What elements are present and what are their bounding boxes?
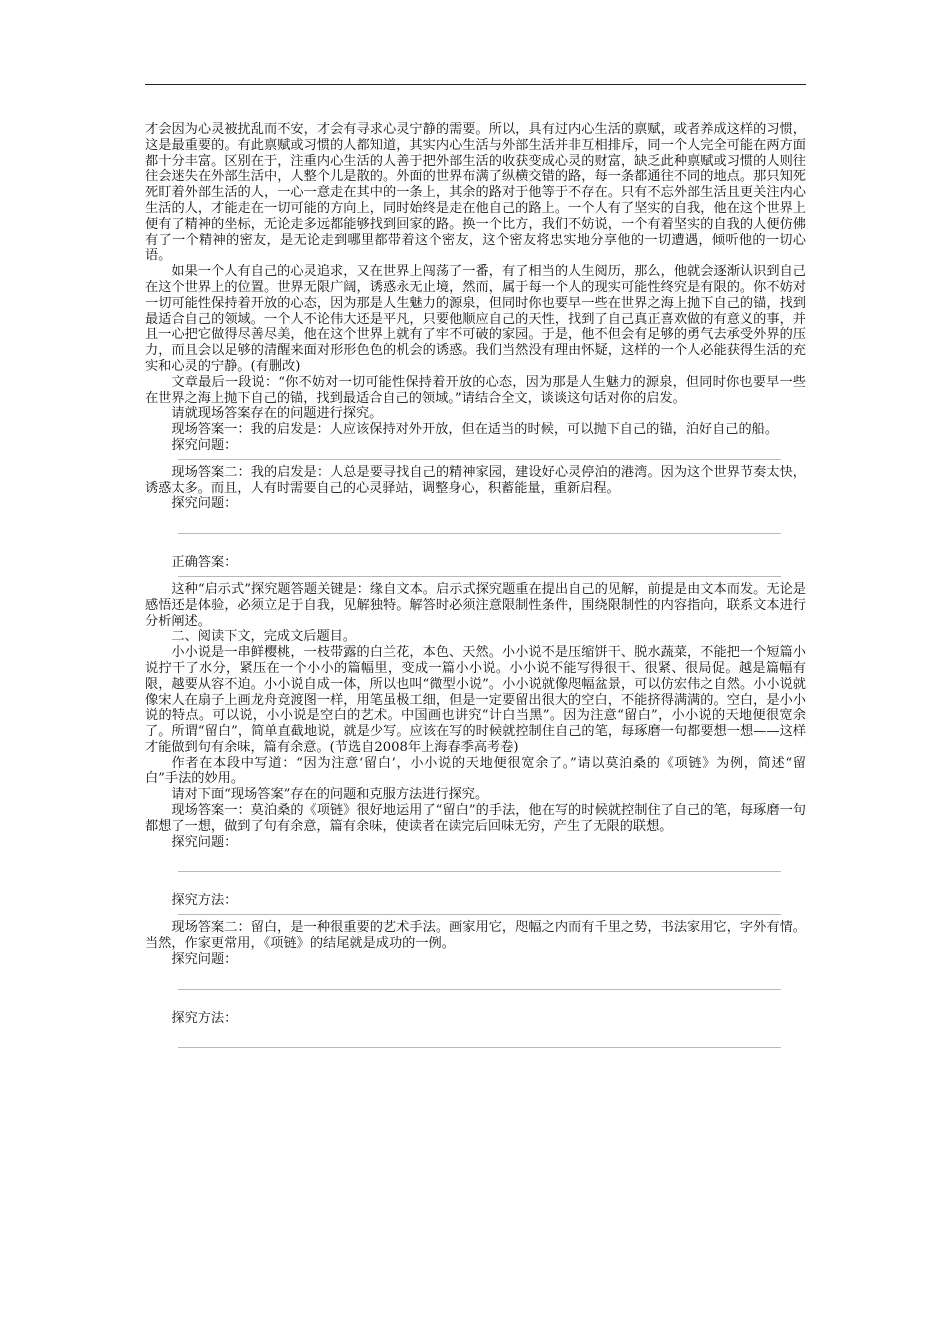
answer-tip: 这种“启示式”探究题答题关键是：缘自文本。启示式探究题重在提出自己的见解，前提是由文本而发。无论是感悟还是体验，必须立足于自我，见解独特。解答时必须注意限制性条件，围绕限制性的内容指向，联系文本进行分析阐述。 — [145, 581, 806, 629]
answer-line[interactable] — [178, 914, 781, 915]
question-instruction: 请就现场答案存在的问题进行探究。 — [171, 406, 383, 422]
answer-line[interactable] — [178, 1047, 781, 1048]
method-label: 探究方法： — [171, 1010, 238, 1026]
question-prompt: 文章最后一段说：“你不妨对一切可能性保持着开放的心态，因为那是人生魅力的源泉，但同时你也要早一些在世界之海上抛下自己的锚，找到最适合自己的领域。”请结合全文，谈谈这句话对你的启发。 — [145, 374, 806, 406]
passage-paragraph: 如果一个人有自己的心灵追求，又在世界上闯荡了一番，有了相当的人生阅历，那么，他就会逐渐认识到自己在这个世界上的位置。世界无限广阔，诱惑永无止境，然而，属于每一个人的现实可能性终究是有限的。你不妨对一切可能性保持着开放的心态，因为那是人生魅力的源泉，但同时你也要早一些在世界之海上抛下自己的锚，找到最适合自己的领域。一个人不论伟大还是平凡，只要他顺应自己的天性，找到了自己真正喜欢做的有意义的事，并且一心把它做得尽善尽美，他在这个世界上就有了牢不可破的家园。于是，他不但会有足够的勇气去承受外界的压力，而且会以足够的清醒来面对形形色色的机会的诱惑。我们当然没有理由怀疑，这样的一个人必能获得生活的充实和心灵的宁静。(有删改) — [145, 264, 806, 374]
document-body — [145, 122, 806, 1053]
header-rule — [145, 84, 806, 85]
sample-answer: 现场答案二：留白，是一种很重要的艺术手法。画家用它，咫幅之内而有千里之势，书法家用它，字外有情。当然，作家更常用，《项链》的结尾就是成功的一例。 — [145, 920, 806, 952]
method-label: 探究方法： — [171, 893, 238, 909]
answer-line[interactable] — [178, 576, 781, 577]
answer-line[interactable] — [178, 989, 781, 990]
passage-paragraph: 小小说是一串鲜樱桃，一枝带露的白兰花，本色、天然。小小说不是压缩饼干、脱水蔬菜，不能把一个短篇小说拧干了水分，紧压在一个小小的篇幅里，变成一篇小小说。小小说不能写得很干、很紧、很局促。越是篇幅有限，越要从容不迫。小小说自成一体，所以也叫“微型小说”。小小说就像咫幅盆景，可以仿宏伟之自然。小小说就像宋人在扇子上画龙舟竞渡图一样，用笔虽极工细，但是一定要留出很大的空白，不能挤得满满的。空白，是小小说的特点。可以说，小小说是空白的艺术。中国画也讲究“计白当黑”。因为注意“留白”，小小说的天地便很宽余了。所谓“留白”，简单直截地说，就是少写。应该在写的时候就控制住自己的笔，每琢磨一句都要想一想——这样才能做到句有余味，篇有余意。(节选自2008年上海春季高考卷) — [145, 645, 806, 755]
question-instruction: 请对下面“现场答案”存在的问题和克服方法进行探究。 — [171, 787, 489, 803]
issue-label: 探究问题： — [171, 437, 238, 453]
issue-label: 探究问题： — [171, 496, 238, 512]
issue-label: 探究问题： — [171, 834, 238, 850]
answer-line[interactable] — [178, 459, 781, 460]
correct-answer-label: 正确答案： — [171, 555, 238, 571]
sample-answer: 现场答案一：我的启发是：人应该保持对外开放，但在适当的时候，可以抛下自己的锚，泊好自己的船。 — [171, 422, 779, 438]
answer-line[interactable] — [178, 871, 781, 872]
passage-paragraph: 才会因为心灵被扰乱而不安，才会有寻求心灵宁静的需要。所以，具有过内心生活的禀赋，或者养成这样的习惯，这是最重要的。有此禀赋或习惯的人都知道，其实内心生活与外部生活并非互相排斥，同一个人完全可能在两方面都十分丰富。区别在于，注重内心生活的人善于把外部生活的收获变成心灵的财富，缺乏此种禀赋或习惯的人则往往会迷失在外部生活中，人整个儿是散的。外面的世界布满了纵横交错的路，每一条都通往不同的地点。那只知死死盯着外部生活的人，一心一意走在其中的一条上，其余的路对于他等于不存在。只有不忘外部生活且更关注内心生活的人，才能走在一切可能的方向上，同时始终是走在他自己的路上。一个人有了坚实的自我，他在这个世界上便有了精神的坐标，无论走多远都能够找到回家的路。换一个比方，我们不妨说，一个有着坚实的自我的人便仿佛有了一个精神的密友，是无论走到哪里都带着这个密友，这个密友将忠实地分享他的一切遭遇，倾听他的一切心语。 — [145, 122, 806, 264]
sample-answer: 现场答案二：我的启发是：人总是要寻找自己的精神家园，建设好心灵停泊的港湾。因为这个世界节奏太快，诱惑太多。而且，人有时需要自己的心灵驿站，调整身心，积蓄能量，重新启程。 — [145, 464, 806, 496]
sample-answer: 现场答案一：莫泊桑的《项链》很好地运用了“留白”的手法，他在写的时候就控制住了自己的笔，每琢磨一句都想了一想，做到了句有余意，篇有余味，使读者在读完后回味无穷，产生了无限的联想。 — [145, 803, 806, 834]
issue-label: 探究问题： — [171, 951, 238, 967]
section-heading: 二、阅读下文，完成文后题目。 — [171, 629, 357, 645]
answer-line[interactable] — [178, 533, 781, 534]
question-prompt: 作者在本段中写道：“因为注意‘留白’，小小说的天地便很宽余了。”请以莫泊桑的《项链》为例，简述“留白”手法的妙用。 — [145, 755, 806, 787]
